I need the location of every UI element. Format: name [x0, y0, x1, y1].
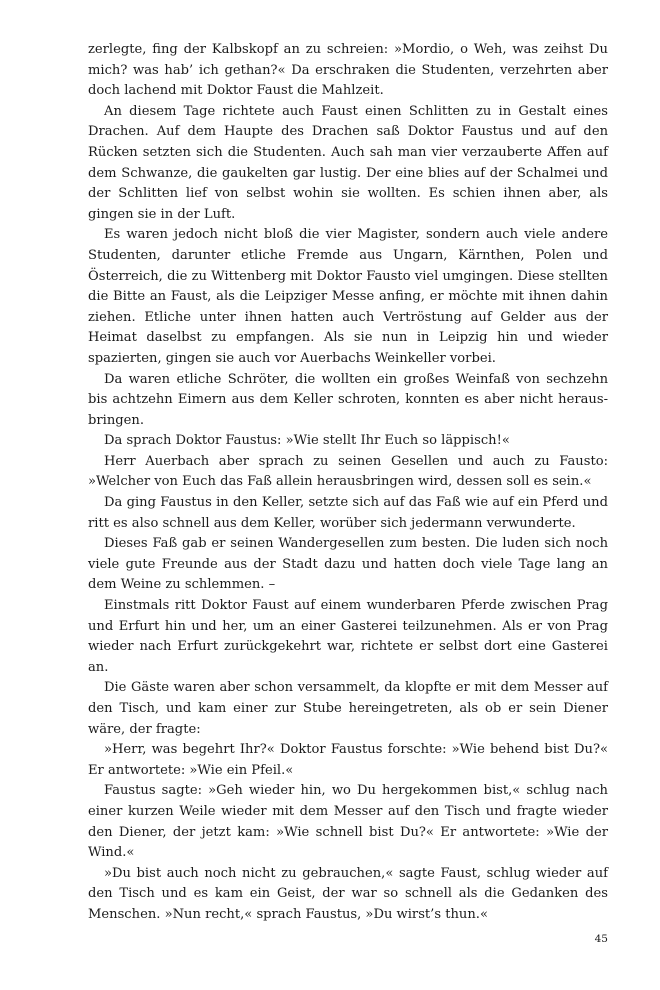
paragraph: Faustus sagte: »Geh wieder hin, wo Du hergekommen bist,« schlug nach einer kurzen Weile wieder mit dem Messer auf den Tisch und fragte wieder den Diener, der jetzt kam: »Wie schnell bist Du?« Er antwortete: »Wie der Wind.«: [88, 783, 608, 861]
paragraph: Da ging Faustus in den Keller, setzte sich auf das Faß wie auf ein Pferd und ritt es also schnell aus dem Keller, worüber sich jedermann verwunderte.: [88, 495, 608, 531]
paragraph: Die Gäste waren aber schon versammelt, da klopfte er mit dem Messer auf den Tisch, und kam einer zur Stube hereingetreten, als ob er sein Diener wäre, der fragte:: [88, 680, 608, 737]
page-text-body: [88, 40, 608, 926]
paragraph: Herr Auerbach aber sprach zu seinen Gesellen und auch zu Fausto: »Welcher von Euch das Faß allein herausbringen wird, dessen soll es sein.«: [88, 453, 608, 490]
paragraph: Einstmals ritt Doktor Faust auf einem wunderbaren Pferde zwischen Prag und Erfurt hin und her, um an einer Gasterei teilzunehmen. Als er von Prag wieder nach Erfurt zurückgekehrt war, richtete er selbst dort eine Gasterei an.: [88, 598, 608, 675]
paragraph: »Du bist auch noch nicht zu gebrauchen,« sagte Faust, schlug wieder auf den Tisch und es kam ein Geist, der war so schnell als die Gedanken des Menschen. »Nun recht,« sprach Faustus, »Du wirst’s thun.«: [88, 865, 608, 922]
paragraph-continued: zerlegte, fing der Kalbskopf an zu schreien: »Mordio, o Weh, was zeihst Du mich? was hab’ ich gethan?« Da erschraken die Studenten, verzehrten aber doch lachend mit Doktor Faust die Mahlzeit.: [88, 42, 608, 99]
paragraph: Da sprach Doktor Faustus: »Wie stellt Ihr Euch so läppisch!«: [104, 433, 510, 449]
paragraph: Da waren etliche Schröter, die wollten ein großes Weinfaß von sechzehn bis achtzehn Eimern aus dem Keller schroten, konnten es aber nicht heraus-bringen.: [88, 371, 608, 428]
paragraph: Dieses Faß gab er seinen Wandergesellen zum besten. Die luden sich noch viele gute Freunde aus der Stadt dazu und hatten doch viele Tage lang an dem Weine zu schlemmen. –: [88, 536, 608, 593]
paragraph: An diesem Tage richtete auch Faust einen Schlitten zu in Gestalt eines Drachen. Auf dem Haupte des Drachen saß Doktor Faustus und auf den Rücken setzten sich die Studenten. Auch sah man vier verzauberte Affen auf dem Schwanze, die gaukelten gar lustig. Der eine blies auf der Schalmei und der Schlitten lief von selbst wohin sie wollten. Es schien ihnen aber, als gingen sie in der Luft.: [88, 103, 608, 222]
paragraph: Es waren jedoch nicht bloß die vier Magister, sondern auch viele andere Studenten, darunter etliche Fremde aus Ungarn, Kärnthen, Polen und Österreich, die zu Wittenberg mit Doktor Fausto viel umgingen. Diese stellten die Bitte an Faust, als die Leipziger Messe anfing, er möchte mit ihnen dahin ziehen. Etliche unter ihnen hatten auch Vertröstung auf Gelder aus der Heimat daselbst zu empfangen. Als sie nun in Leipzig hin und wieder spazierten, gingen sie auch vor Auerbachs Weinkeller vorbei.: [88, 227, 608, 366]
paragraph: »Herr, was begehrt Ihr?« Doktor Faustus forschte: »Wie behend bist Du?« Er antwortete: »Wie ein Pfeil.«: [88, 742, 608, 778]
page-number: 45: [594, 933, 608, 945]
